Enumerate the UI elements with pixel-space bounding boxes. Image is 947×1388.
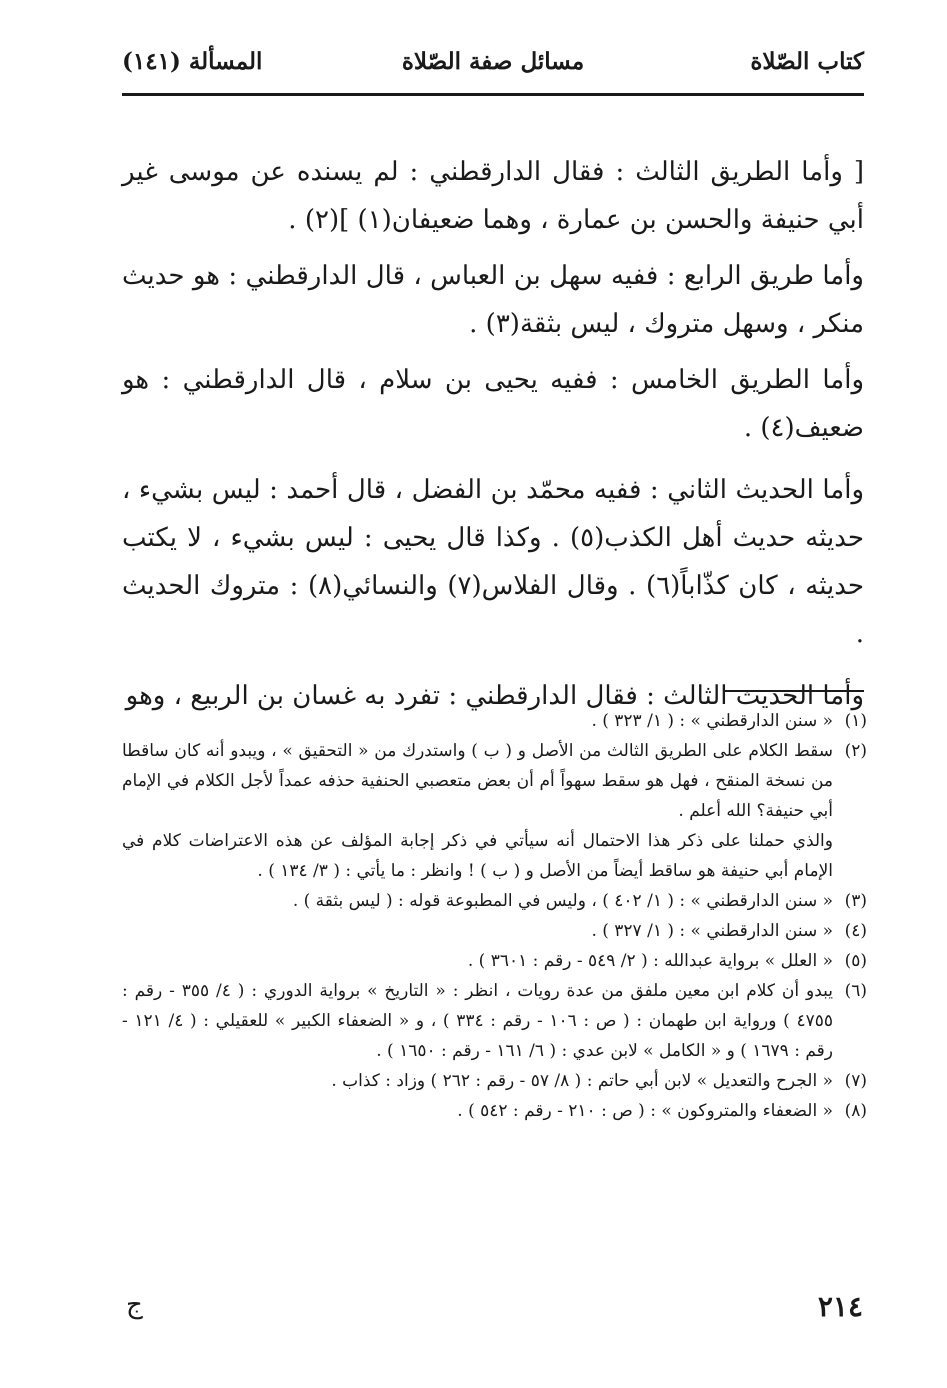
main-text xyxy=(122,148,864,728)
footnote xyxy=(122,736,867,826)
footnote-text: « الضعفاء والمتروكون » : ( ص : ٢١٠ - رقم : ٥٤٢ ) . xyxy=(457,1101,833,1121)
signature-mark: ج xyxy=(126,1290,143,1320)
footnote xyxy=(122,916,867,946)
footnote xyxy=(122,886,867,916)
paragraph: وأما الطريق الخامس : ففيه يحيى بن سلام ، قال الدارقطني : هو ضعيف(٤) . xyxy=(122,365,864,443)
footnote xyxy=(122,1096,867,1126)
paragraph: [ وأما الطريق الثالث : فقال الدارقطني : لم يسنده عن موسى غير أبي حنيفة والحسن بن عمارة ، وهما ضعيفان(١) ](٢) . xyxy=(122,157,864,235)
footnote-number: (٤) xyxy=(844,921,867,941)
page-number: ٢١٤ xyxy=(817,1290,863,1323)
paragraph: وأما الحديث الثاني : ففيه محمّد بن الفضل ، قال أحمد : ليس بشيء ، حديثه حديث أهل الكذب(٥) . وكذا قال يحيى : ليس بشيء ، لا يكتب حديثه ، كان كذّاباً(٦) . وقال الفلاس(٧) والنسائي(٨) : متروك الحديث . xyxy=(122,475,864,649)
paragraph: وأما الحديث الثالث : فقال الدارقطني : تفرد به غسان بن الربيع ، وهو xyxy=(125,681,864,711)
footnote-number: (٨) xyxy=(844,1101,867,1121)
footnote-text: « سنن الدارقطني » : ( ١/ ٣٢٣ ) . xyxy=(591,711,833,731)
book-title: كتاب الصّلاة xyxy=(750,48,864,75)
footnote-text: « سنن الدارقطني » : ( ١/ ٤٠٢ ) ، وليس في المطبوعة قوله : ( ليس بثقة ) . xyxy=(292,891,833,911)
issue-number: المسألة (١٤١) xyxy=(122,48,263,75)
header-rule xyxy=(122,93,864,96)
footnote xyxy=(122,946,867,976)
footnote-text: « الجرح والتعديل » لابن أبي حاتم : ( ٨/ ٥٧ - رقم : ٢٦٢ ) وزاد : كذاب . xyxy=(331,1071,833,1091)
paragraph: وأما طريق الرابع : ففيه سهل بن العباس ، قال الدارقطني : هو حديث منكر ، وسهل متروك ، ليس بثقة(٣) . xyxy=(122,261,864,339)
footnote xyxy=(122,1066,867,1096)
footnote-continuation: والذي حملنا على ذكر هذا الاحتمال أنه سيأتي في ذكر إجابة المؤلف عن هذه الاعتراضات كلام في الإمام أبي حنيفة هو ساقط أيضاً من الأصل و ( ب ) ! وانظر : ما يأتي : ( ٣/ ١٣٤ ) . xyxy=(122,831,833,881)
footnote xyxy=(122,706,867,736)
footnote-number: (٥) xyxy=(844,951,867,971)
footnote-text: يبدو أن كلام ابن معين ملفق من عدة رويات ، انظر : « التاريخ » برواية الدوري : ( ٤/ ٣٥٥ - رقم : ٤٧٥٥ ) ورواية ابن طهمان : ( ص : ١٠٦ - رقم : ٣٣٤ ) ، و « الضعفاء الكبير » للعقيلي : ( ٤/ ١٢١ - رقم : ١٦٧٩ ) و « الكامل » لابن عدي : ( ٦/ ١٦١ - رقم : ١٦٥٠ ) . xyxy=(122,981,833,1061)
footnote-text: « سنن الدارقطني » : ( ١/ ٣٢٧ ) . xyxy=(591,921,833,941)
footnote xyxy=(122,976,867,1066)
footnote-text: « العلل » برواية عبدالله : ( ٢/ ٥٤٩ - رقم : ٣٦٠١ ) . xyxy=(467,951,833,971)
running-header xyxy=(122,48,864,84)
footnote-number: (٦) xyxy=(844,981,867,1001)
footnote-number: (٣) xyxy=(844,891,867,911)
footnote-number: (٢) xyxy=(844,741,867,761)
footnote-number: (٧) xyxy=(844,1071,867,1091)
footnotes xyxy=(122,706,867,1126)
section-title: مسائل صفة الصّلاة xyxy=(401,48,585,75)
footnote-text: سقط الكلام على الطريق الثالث من الأصل و ( ب ) واستدرك من « التحقيق » ، ويبدو أنه كان ساقطا من نسخة المنقح ، فهل هو سقط سهواً أم أن بعض متعصبي الحنفية حذفه عمداً لأجل الكلام في الإمام أبي حنيفة؟ الله أعلم . xyxy=(122,741,833,821)
footnote-number: (١) xyxy=(844,711,867,731)
footnote-rule xyxy=(724,690,864,692)
